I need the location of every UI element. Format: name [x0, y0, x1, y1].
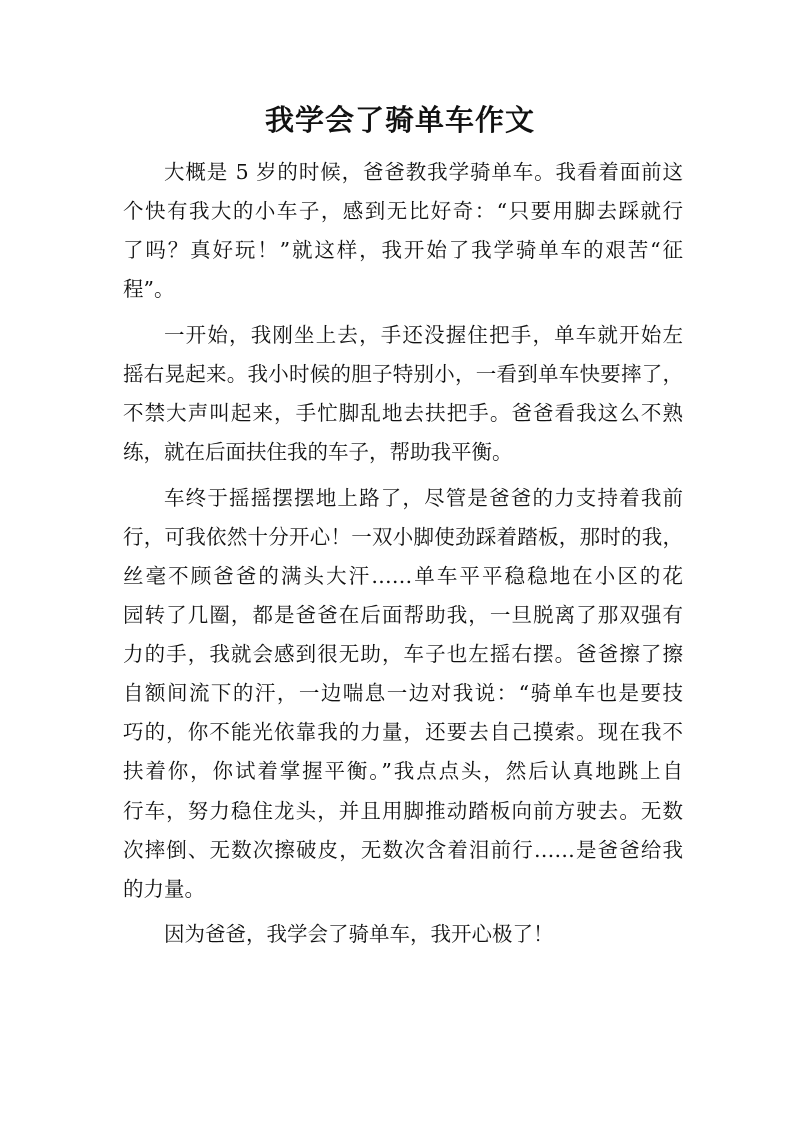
text-line: 行车，努力稳住龙头，并且用脚推动踏板向前方驶去。无数	[123, 798, 683, 823]
text-line: 车终于摇摇摆摆地上路了，尽管是爸爸的力支持着我前	[164, 485, 683, 510]
text-line: 个快有我大的小车子，感到无比好奇：“只要用脚去踩就行	[123, 199, 683, 224]
text-line: 程”。	[123, 277, 175, 302]
text-line: 练，就在后面扶住我的车子，帮助我平衡。	[123, 440, 513, 465]
text-line: 一开始，我刚坐上去，手还没握住把手，单车就开始左	[164, 322, 683, 347]
text-line: 园转了几圈，都是爸爸在后面帮助我，一旦脱离了那双强有	[123, 603, 683, 628]
paragraph-3	[123, 479, 683, 909]
document-body	[123, 153, 683, 961]
text-line: 力的手，我就会感到很无助，车子也左摇右摆。爸爸擦了擦	[123, 642, 683, 667]
text-line: 的力量。	[123, 876, 205, 901]
text-line: 不禁大声叫起来，手忙脚乱地去扶把手。爸爸看我这么不熟	[123, 401, 683, 426]
text-line: 摇右晃起来。我小时候的胆子特别小，一看到单车快要摔了，	[123, 361, 683, 386]
text-line: 次摔倒、无数次擦破皮，无数次含着泪前行……是爸爸给我	[123, 837, 683, 862]
text-line: 因为爸爸，我学会了骑单车，我开心极了！	[164, 922, 554, 947]
paragraph-4	[123, 915, 683, 954]
paragraph-1	[123, 153, 683, 309]
text-line: 扶着你，你试着掌握平衡。”我点点头，然后认真地跳上自	[123, 759, 683, 784]
text-line: 巧的，你不能光依靠我的力量，还要去自己摸索。现在我不	[123, 720, 683, 745]
document-title: 我学会了骑单车作文	[264, 103, 535, 137]
text-line: 丝毫不顾爸爸的满头大汗……单车平平稳稳地在小区的花	[123, 563, 683, 588]
paragraph-2	[123, 316, 683, 472]
text-line: 了吗？真好玩！”就这样，我开始了我学骑单车的艰苦“征	[123, 238, 683, 263]
text-line: 自额间流下的汗，一边喘息一边对我说：“骑单车也是要技	[123, 681, 683, 706]
text-line: 行，可我依然十分开心！一双小脚使劲踩着踏板，那时的我，	[123, 524, 683, 549]
text-line: 大概是 5 岁的时候，爸爸教我学骑单车。我看着面前这	[164, 160, 683, 184]
